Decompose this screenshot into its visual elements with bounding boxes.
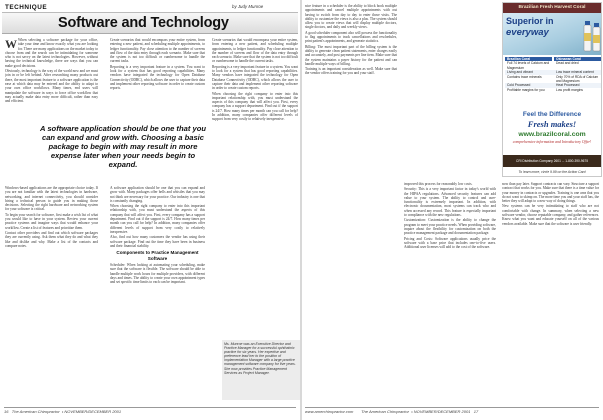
ad-website-link[interactable]: www.brazilcoral.com [518, 131, 586, 138]
table-row: Living and vibrant Low trace mineral content [505, 70, 601, 74]
footer-right: www.amerchiropractor.com The American Chiropractor • NOVEMBER/DECEMBER 2001 17 [305, 409, 479, 414]
paragraph: Customization: Customization is the ability to change the program to meet your practice needs. When providing software, inquire about the flexibility for customization on both the practice management package and documentation package. [404, 218, 496, 236]
table-row: Profitable margins for you Low profit margins [507, 87, 583, 92]
column-1-lower [5, 186, 98, 404]
table-row: Contains trace minerals Only 70% of RDA of Calcium and Magnesium [507, 74, 599, 84]
byline: by Judy Munroe [232, 4, 264, 9]
paragraph: A software application should be one that you can expand and grow with. Many packages offer bells and whistles that you may not think are necessary for your practice. Our industry is one that is constantly changing. [110, 186, 205, 203]
ad-offer-text: comprehensive information and Introductory Offer! [512, 140, 592, 144]
column-3 [305, 4, 397, 404]
column-4 [404, 182, 496, 404]
paragraph: Scheduler: When looking at automating your scheduling, make sure that the software is flexible. The software should be able to handle multiple work hours for multiple providers, with different days and times. The ability to create your own appointment types and set specific time limits to each can be important. [110, 262, 205, 285]
paragraph: Security: This is a very important factor in today's world with the HIPAA regulations. Advanced security features can add value to your system. The ability to control and user-functionality is extremely important. In addition, with electronic documentation, most systems can track who and when accessed any record. This feature is especially important to compliance with the new regulations. [404, 187, 496, 218]
column-1 [5, 38, 98, 122]
column-2 [110, 38, 205, 122]
section-tag: TECHNIQUE [5, 4, 48, 11]
paragraph: New systems can be very intimidating to staff who are not comfortable with change. In summary, when selecting a new software vendor, choose reputable company, and gather references. Know what you want and educate yourself on all of the various vendors available. Make sure that the software is user friendly. [502, 204, 599, 226]
paragraph: Reporting is a very important feature in a system. You want to look for a system that has good reporting capabilities. Many vendors have integrated the technology for Open Database Connectivity (ODBC), which allows the user to capture their data and implement other reporting software in order to create custom reports. [212, 64, 298, 91]
paragraph: improved this process for reasonably low costs. [404, 182, 473, 186]
author-bio: Ms. Munroe was an Executive Director and Practice Manager for a successful ophthalmic practice for six years. Her expertise and preference lead her to the position of Implementation Manager with a large practice management software company for five years. She now provides Practice Management Services as Project Manager. [222, 340, 300, 400]
ad-tagline: Feel the Difference [522, 111, 582, 118]
paragraph: Also, find out how many customers the vendor has using their software package. Find out the time they have been in business and their financial stability. [110, 235, 205, 248]
ad-headline-emphasis: everyway [506, 27, 549, 38]
paragraph: Contact other providers and find out which software packages they are currently using. Ask them what they do and what they like and dislike and why. Make a list of the contacts and compare notes. [5, 230, 98, 248]
paragraph: When choosing the right company to enter into this important relationship with, you must understand the aspects of this company that will affect you. First, every company has a support department. Find out if the support is 24/7. How many times per month can you call for help? In addition, many companies offer different levels of support from very costly to relatively inexpensive. [212, 91, 298, 122]
footer-left: 16 The American Chiropractor • NOVEMBER/DECEMBER 2001 [4, 409, 122, 414]
advertisement[interactable] [502, 2, 602, 177]
ad-slogan: Fresh makes! [527, 119, 577, 129]
paragraph: Training is an important consideration as well. Make sure that the vendor offers training for you and your staff. [305, 67, 397, 76]
paragraph: now than pay later. Support contracts can vary. Structure a support contract that works for you. Make sure that there is a time value for your money in contracts or upgrades. Training is one area that you do not want to skimp on. The more time you and your staff has, the better they will adapt to a new way of doing things. [502, 182, 599, 204]
bottles-icon [583, 17, 601, 53]
magazine-name: The American Chiropractor [361, 409, 409, 414]
paragraph: Reporting is a very important feature in a system. You want to look for a system that has good reporting capabilities. Many vendors have integrated the technology for Open Database Connectivity (ODBC), which allows the user to capture their data and implement other reporting software in order to create custom reports. [110, 64, 205, 91]
pullquote-box [40, 124, 206, 184]
paragraph: A good scheduler component also will possess the functionality to flag appointments to track cancellations and reschedules, print patient's appointments, and generate statistics. [305, 30, 397, 44]
magazine-name: The American Chiropractor [11, 409, 60, 414]
drop-cap: W [5, 38, 17, 51]
paragraph: Windows-based applications are the appropriate choice today. If you are not familiar with the latest technologies in hardware, networking, and internet connectivity, you should consider hiring a technical person to guide you in making those decisions. Selecting the right hardware and networking system for your software is critical. [5, 186, 98, 212]
paragraph: To begin your search for software, first make a wish list of what you would like to have in your system. Review your current practice systems and imagine ways that would enhance your workflow. Create a list of features and prioritize them. [5, 212, 98, 230]
paragraph: Obviously, technology is the way of the world now and we must join in or be left behind. After researching many products out there, the most important feature to a software application is the ease at which data may be entered and the ability to adapt to your own office workflows. Many times, end users will manipulate the software in ways to force office workflow that may actually make data entry more difficult, rather than easy and efficient. [5, 69, 98, 104]
comparison-table [505, 57, 601, 92]
ad-contact-bar: CRI Distribution Company 2601 ... 1-800-390-9675 [503, 155, 601, 167]
page-number: 16 [4, 409, 9, 414]
right-page [302, 0, 603, 420]
paragraph: When choosing the right company to enter into this important relationship with, you must understand the aspects of this company that will affect you. First, every company has a support department. Find out if the support is 24/7. How many times per month can you call for help? In addition, many companies offer different levels of support from very costly to relatively inexpensive. [110, 204, 205, 234]
page-number: 17 [473, 409, 479, 414]
table-row: Cold Processed Heat Processed [505, 83, 601, 87]
pullquote: A software application should be one that you can expand and grow with. Choosing a basic package to begin with may result in more expense later when your needs begin to expand. [40, 124, 206, 169]
article-title: Software and Technology [58, 15, 229, 31]
table-row: Full 74 levels of Calcium and Magnesium Dead and dried [507, 61, 579, 70]
subheading: Components to Practice Management Software [116, 250, 199, 261]
column-3-left [212, 38, 298, 336]
ad-response-note: To learn more, circle 9.99 on the Action Card [518, 170, 586, 174]
website-url: www.amerchiropractor.com [305, 409, 354, 414]
paragraph: W When selecting a software package for your office, take your time and know exactly what you are looking for. There are many applications on the market today to choose from and the search can be intimidating for someone who is not savvy on the latest technologies. However, without having the technical knowledge, there are ways that you can make good decisions. [5, 38, 98, 68]
issue-date: NOVEMBER/DECEMBER 2001 [413, 409, 471, 414]
column-2-lower [110, 186, 205, 404]
issue-date: NOVEMBER/DECEMBER 2001 [64, 409, 122, 414]
paragraph: Create scenarios that would encompass your entire system, from entering a new patient, and scheduling multiple appointments, to ledger functionality. Pay close attention to the number of screens and flow of the data entry through each scenario. Make sure that the system is not too difficult or cumbersome to handle the current tasks. [110, 38, 205, 64]
footer-rule [4, 407, 296, 408]
paragraph: Billing: The most important part of the billing system is the ability to generate clean patient statements, enter charges easily and accurately, and post payments per line item. Make sure that the system maintains a payer history for the patient and can handle multiple ways of billing. [305, 44, 397, 66]
left-page [0, 0, 301, 420]
paragraph: nice feature in a scheduler is the ability to block book multiple appointments and cancel multiple appointments with out having to switch from day to day to enter those visits. The ability to customize the views is also a plus. The system should allow you to create views that will display multiple doctors, single doctors, and daily and weekly views. [305, 4, 397, 30]
ad-headline: Superior in [506, 16, 554, 26]
column-5 [502, 182, 599, 404]
column-header: Okinawan Coral [554, 57, 601, 61]
paragraph: Pricing and Costs: Software applications usually price the software with a base price that includes one-to-five users. Additional user licenses will add to the cost of the software. [404, 236, 496, 250]
paragraph: Create scenarios that would encompass your entire system, from entering a new patient, and scheduling multiple appointments, to ledger functionality. Pay close attention to the number of screens and flow of the data entry through each scenario. Make sure that the system is not too difficult or cumbersome to handle the current tasks. [212, 38, 298, 64]
column-header: Brazilian Coral [505, 57, 552, 61]
ad-brand-banner: Brazilian Fresh Harvest Coral [503, 3, 601, 13]
footer-rule [305, 407, 599, 408]
